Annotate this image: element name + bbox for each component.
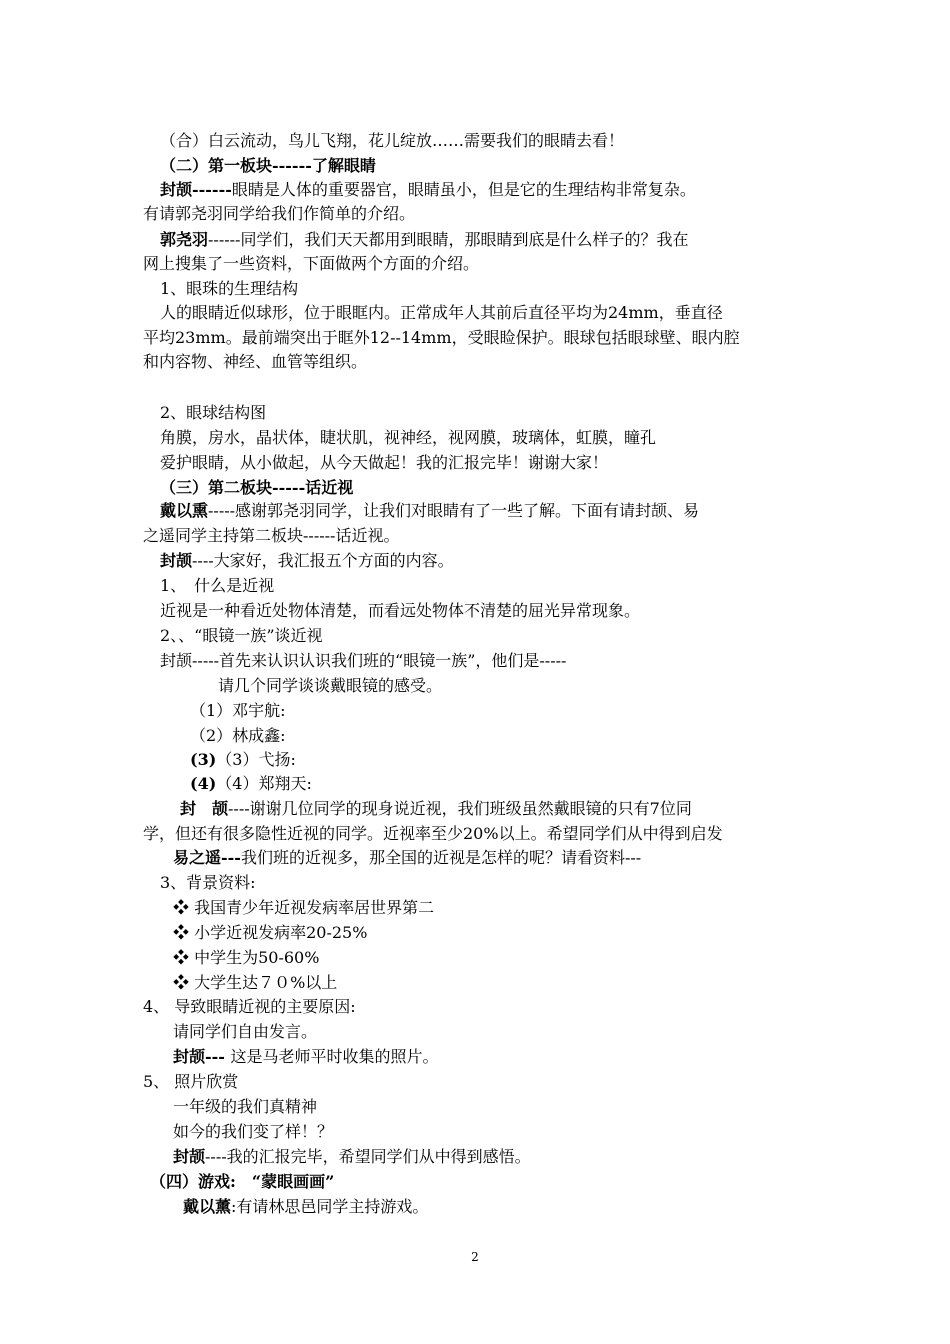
text-line-l33	[173, 947, 319, 969]
text-span: 1、眼珠的生理结构	[160, 279, 299, 298]
text-span: 平均23mm。最前端突出于眶外12--14mm，受眼睑保护。眼球包括眼球壁、眼内腔	[143, 328, 740, 347]
text-line-l29	[173, 847, 641, 869]
bold-text: 封颉------	[160, 180, 232, 199]
text-span: 封颉-----首先来认识认识我们班的“眼镜一族”，他们是-----	[160, 651, 567, 670]
text-line-l41	[173, 1146, 531, 1168]
text-span: 近视是一种看近处物体清楚，而看远处物体不清楚的屈光异常现象。	[160, 601, 641, 620]
text-span: （2）林成鑫:	[190, 726, 286, 745]
text-line-l01	[160, 130, 624, 152]
text-line-l16	[143, 525, 399, 547]
text-span: 请几个同学谈谈戴眼镜的感受。	[218, 676, 443, 695]
bold-text: 封颉---	[173, 1047, 231, 1066]
text-line-l04	[143, 203, 415, 225]
text-span: （合）白云流动，鸟儿飞翔，花儿绽放……需要我们的眼睛去看！	[160, 131, 625, 150]
text-line-l11	[160, 402, 266, 424]
text-span: （3）弋扬:	[216, 750, 296, 769]
text-line-l02	[160, 155, 376, 177]
text-line-l39	[173, 1096, 317, 1118]
bold-text: (4)	[190, 774, 217, 793]
text-span: ----我的汇报完毕，希望同学们从中得到感悟。	[205, 1147, 531, 1166]
text-span: 和内容物、神经、血管等组织。	[143, 352, 368, 371]
bold-text: 戴以熏	[160, 501, 209, 520]
text-line-l35	[143, 996, 356, 1018]
text-span: 网上搜集了一些资料，下面做两个方面的介绍。	[143, 254, 480, 273]
text-line-l19	[160, 600, 640, 622]
text-line-l24	[190, 725, 286, 747]
text-span: -----感谢郭尧羽同学，让我们对眼睛有了一些了解。下面有请封颉、易	[208, 501, 700, 520]
text-span: 1、 什么是近视	[160, 576, 275, 595]
text-line-l27	[180, 798, 692, 820]
text-span: 3、背景资料:	[160, 873, 256, 892]
text-line-l06	[143, 253, 479, 275]
text-span: 角膜，房水，晶状体，睫状肌，视神经，视网膜，玻璃体，虹膜，瞳孔	[160, 428, 657, 447]
text-span: 一年级的我们真精神	[173, 1097, 318, 1116]
text-span: 2、、“眼镜一族”谈近视	[160, 626, 323, 645]
bold-text: 易之遥---	[173, 848, 241, 867]
text-line-l31	[173, 897, 434, 919]
text-span: ❖ 大学生达７０%以上	[173, 973, 338, 992]
text-line-l17	[160, 550, 454, 572]
text-line-l28	[143, 823, 723, 845]
bold-text: 封 颉	[180, 799, 229, 818]
text-line-l08	[160, 302, 723, 324]
text-line-l36	[173, 1021, 317, 1043]
text-span: ❖ 中学生为50-60%	[173, 948, 320, 967]
text-span: 爱护眼睛，从小做起，从今天做起！我的汇报完毕！谢谢大家！	[160, 453, 609, 472]
text-span: ------同学们，我们天天都用到眼睛，那眼睛到底是什么样子的？我在	[208, 230, 689, 249]
text-line-l25	[190, 749, 296, 771]
text-line-l42	[150, 1171, 334, 1193]
page-number: 2	[471, 1250, 479, 1264]
text-line-l43	[183, 1196, 428, 1218]
text-line-l20	[160, 625, 323, 647]
text-line-l09	[143, 327, 740, 349]
text-line-l03	[160, 179, 696, 201]
text-span: 如今的我们变了样！？	[173, 1122, 334, 1141]
bold-text: （三）第二板块-----话近视	[160, 478, 354, 497]
text-line-l12	[160, 427, 656, 449]
text-span: 学，但还有很多隐性近视的同学。近视率至少20%以上。希望同学们从中得到启发	[143, 824, 723, 843]
bold-text: (3)	[190, 750, 217, 769]
text-span: 眼睛是人体的重要器官，眼睛虽小，但是它的生理结构非常复杂。	[231, 180, 696, 199]
text-span: :有请林思邑同学主持游戏。	[231, 1197, 429, 1216]
text-span: 这是马老师平时收集的照片。	[230, 1047, 439, 1066]
text-line-l10	[143, 351, 367, 373]
bold-text: 封颉	[160, 551, 193, 570]
text-line-l38	[143, 1071, 238, 1093]
text-span: 我们班的近视多，那全国的近视是怎样的呢？请看资料---	[240, 848, 642, 867]
text-line-l26	[190, 773, 312, 795]
bold-text: 郭尧羽	[160, 230, 209, 249]
text-line-l30	[160, 872, 256, 894]
text-span: ❖ 小学近视发病率20-25%	[173, 923, 368, 942]
text-span: 4、 导致眼睛近视的主要原因:	[143, 997, 356, 1016]
text-line-l18	[160, 575, 274, 597]
text-line-l05	[160, 229, 688, 251]
text-span: （4）郑翔天:	[216, 774, 312, 793]
text-line-l13	[160, 452, 608, 474]
text-line-l14	[160, 477, 353, 499]
bold-text: （四）游戏: “蒙眼画画”	[150, 1172, 335, 1191]
text-line-l37	[173, 1046, 439, 1068]
text-line-l23	[190, 700, 286, 722]
text-span: 人的眼睛近似球形，位于眼眶内。正常成年人其前后直径平均为24mm，垂直径	[160, 303, 723, 322]
text-span: 有请郭尧羽同学给我们作简单的介绍。	[143, 204, 416, 223]
text-line-l34	[173, 972, 337, 994]
text-line-l22	[218, 675, 442, 697]
text-span: 请同学们自由发言。	[173, 1022, 318, 1041]
bold-text: 封颉	[173, 1147, 206, 1166]
text-span: 5、 照片欣赏	[143, 1072, 239, 1091]
text-span: （1）邓宇航:	[190, 701, 286, 720]
bold-text: （二）第一板块------了解眼睛	[160, 156, 376, 175]
text-span: ----谢谢几位同学的现身说近视，我们班级虽然戴眼镜的只有7位同	[228, 799, 692, 818]
text-span: 之遥同学主持第二板块------话近视。	[143, 526, 400, 545]
text-line-l21	[160, 650, 566, 672]
text-line-l07	[160, 278, 298, 300]
text-line-l40	[173, 1121, 333, 1143]
text-line-l15	[160, 500, 699, 522]
text-span: ----大家好，我汇报五个方面的内容。	[192, 551, 454, 570]
text-span: ❖ 我国青少年近视发病率居世界第二	[173, 898, 435, 917]
text-line-l32	[173, 922, 367, 944]
bold-text: 戴以薰	[183, 1197, 232, 1216]
text-span: 2、眼球结构图	[160, 403, 267, 422]
